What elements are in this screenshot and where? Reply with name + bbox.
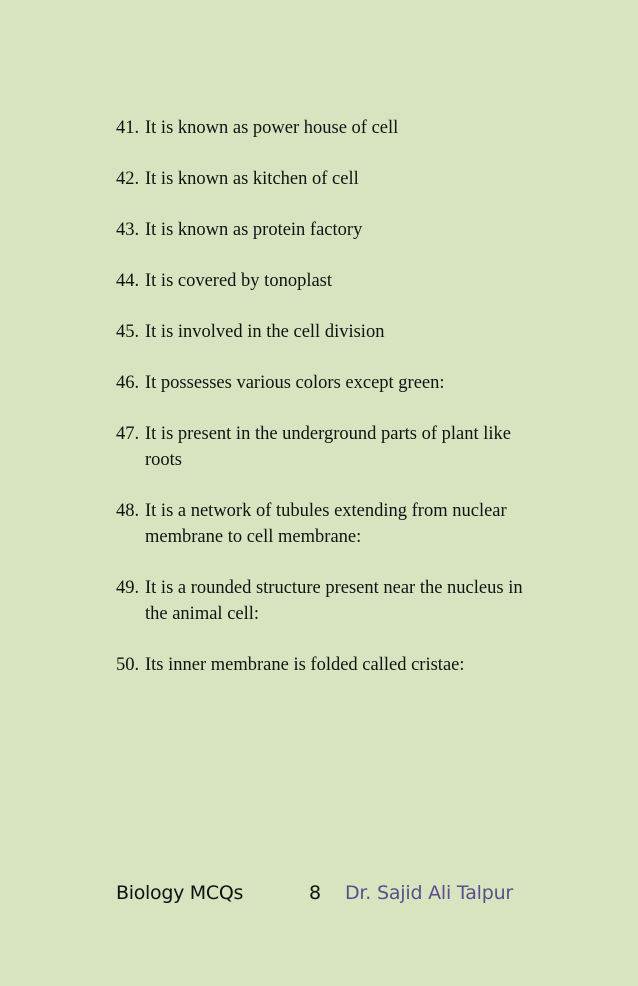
question-item [116, 575, 596, 627]
question-item [116, 370, 596, 396]
page-number: 8 [309, 882, 322, 904]
question-text: Its inner membrane is folded called cristae: [145, 655, 465, 675]
question-text: It is known as protein factory [145, 220, 363, 240]
question-number: 42. [116, 169, 140, 189]
question-number: 50. [116, 655, 140, 675]
question-number: 45. [116, 322, 140, 342]
question-item [116, 166, 596, 192]
question-list [116, 115, 596, 703]
page-footer [0, 877, 638, 909]
question-text: It is present in the underground parts of plant like roots [145, 424, 511, 470]
question-text: It is known as power house of cell [145, 118, 399, 138]
footer-author: Dr. Sajid Ali Talpur [345, 882, 514, 904]
question-item [116, 319, 596, 345]
question-number: 47. [116, 424, 140, 444]
question-item [116, 421, 596, 473]
question-number: 41. [116, 118, 140, 138]
question-text: It is a network of tubules extending from nuclear membrane to cell membrane: [145, 501, 507, 547]
question-item [116, 217, 596, 243]
question-number: 46. [116, 373, 140, 393]
question-number: 49. [116, 578, 140, 598]
question-text: It is known as kitchen of cell [145, 169, 359, 189]
question-item [116, 652, 596, 678]
question-text: It possesses various colors except green: [145, 373, 445, 393]
question-item [116, 115, 596, 141]
question-item [116, 498, 596, 550]
question-item [116, 268, 596, 294]
footer-book-title: Biology MCQs [116, 882, 244, 904]
question-number: 43. [116, 220, 140, 240]
question-text: It is involved in the cell division [145, 322, 385, 342]
question-text: It is covered by tonoplast [145, 271, 333, 291]
question-number: 44. [116, 271, 140, 291]
question-number: 48. [116, 501, 140, 521]
question-text: It is a rounded structure present near the nucleus in the animal cell: [145, 578, 523, 624]
